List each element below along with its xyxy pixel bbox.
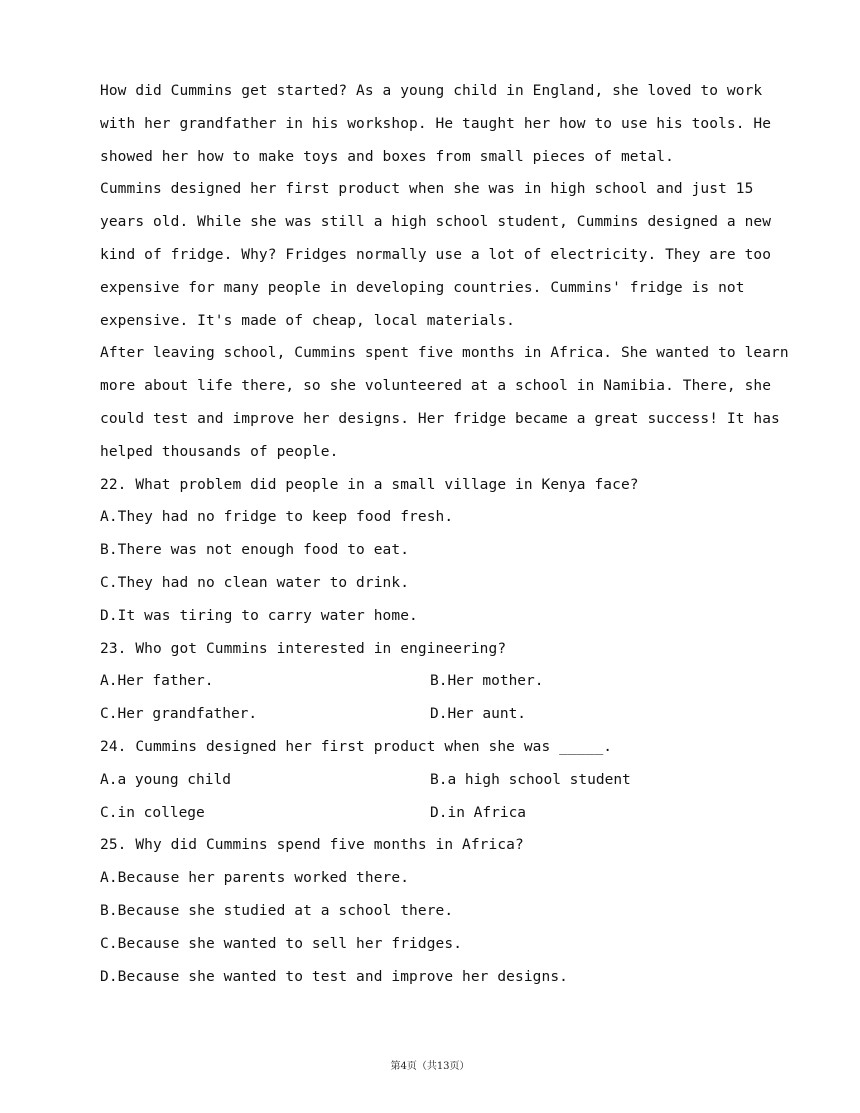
passage-line: with her grandfather in his workshop. He taught her how to use his tools. He [100,115,772,132]
options-row [100,764,770,797]
option-b: B.There was not enough food to eat. [100,542,410,559]
passage-line: How did Cummins get started? As a young child in England, she loved to work [100,83,763,99]
option-a: A.They had no fridge to keep food fresh. [100,509,454,526]
option-a: A.Because her parents worked there. [100,870,410,887]
question-24 [100,731,770,829]
option-a: A.a young child [100,771,231,788]
passage-line: helped thousands of people. [100,443,339,460]
option-c: C.Because she wanted to sell her fridges. [100,935,463,952]
option-c: C.in college [100,804,205,821]
question-stem: 22. What problem did people in a small village in Kenya face? [100,476,639,493]
option-d: D.Her aunt. [430,706,527,723]
question-22 [100,469,770,633]
option-a: A.Her father. [100,673,214,690]
passage-line: years old. While she was still a high school student, Cummins designed a new [100,214,772,231]
reading-passage [100,75,789,469]
option-b: B.Because she studied at a school there. [100,902,454,919]
options-row [100,698,770,731]
passage-line: expensive for many people in developing countries. Cummins' fridge is not [100,279,745,296]
options-row [100,665,770,698]
question-stem: 24. Cummins designed her first product when she was _____. [100,738,613,755]
passage-line: more about life there, so she volunteered at a school in Namibia. There, she [100,378,772,395]
option-b: B.Her mother. [430,673,544,690]
options-row [100,797,770,830]
passage-line: showed her how to make toys and boxes from small pieces of metal. [100,148,674,165]
question-stem: 23. Who got Cummins interested in engineering? [100,640,507,657]
question-23 [100,633,770,731]
document-page [100,75,789,993]
option-b: B.a high school student [430,771,631,788]
passage-line: After leaving school, Cummins spent five months in Africa. She wanted to learn [100,345,789,362]
option-d: D.It was tiring to carry water home. [100,607,418,624]
question-stem: 25. Why did Cummins spend five months in Africa? [100,837,524,854]
passage-line: expensive. It's made of cheap, local materials. [100,312,515,329]
option-c: C.They had no clean water to drink. [100,574,410,591]
question-25 [100,829,770,993]
option-d: D.Because she wanted to test and improve her designs. [100,968,568,985]
option-d: D.in Africa [430,804,527,821]
passage-line: Cummins designed her first product when she was in high school and just 15 [100,181,754,198]
option-c: C.Her grandfather. [100,706,258,723]
passage-line: could test and improve her designs. Her fridge became a great success! It has [100,410,780,427]
page-number-footer: 第4页（共13页） [390,1061,470,1072]
passage-line: kind of fridge. Why? Fridges normally use a lot of electricity. They are too [100,246,772,263]
